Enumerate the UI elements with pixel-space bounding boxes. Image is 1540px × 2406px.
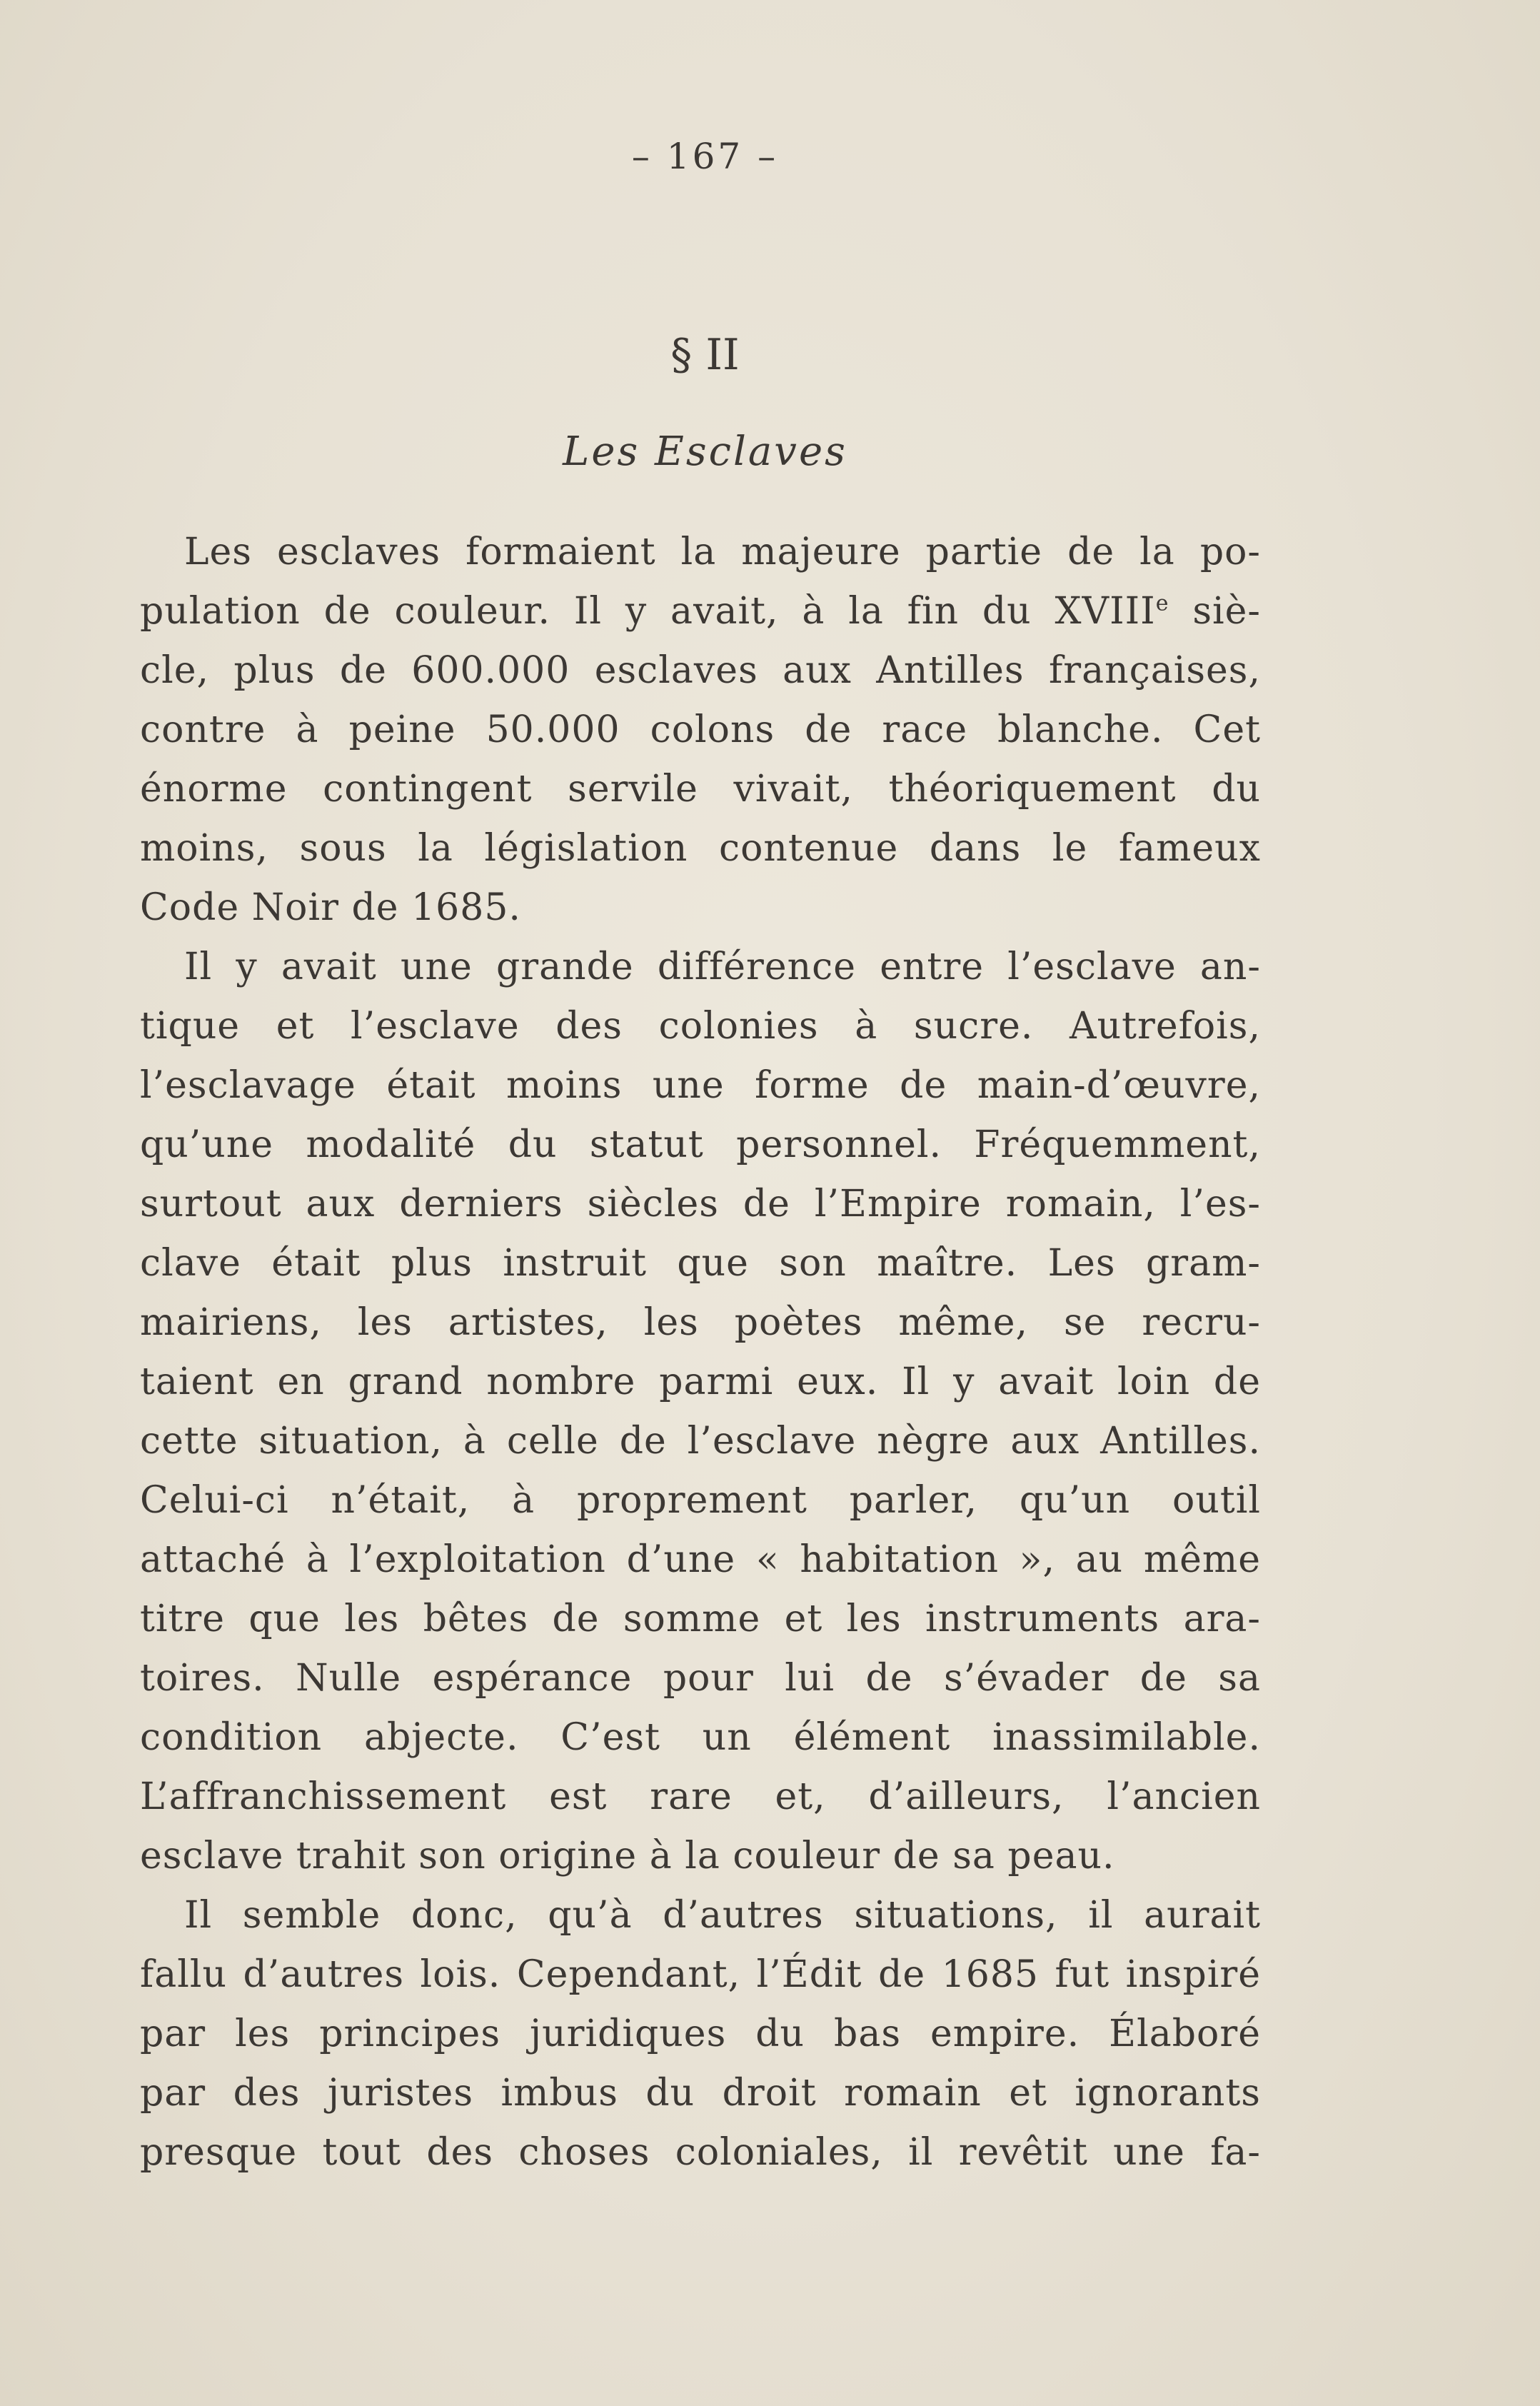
text-line: titre que les bêtes de somme et les instruments ara- [140,1598,1261,1640]
text-line: fallu d’autres lois. Cependant, l’Édit de 1685 fut inspiré [140,1953,1261,1996]
text-line: L’affranchissement est rare et, d’ailleurs, l’ancien [140,1775,1261,1818]
text-line: énorme contingent servile vivait, théoriquement du [140,768,1261,811]
text-line: toires. Nulle espérance pour lui de s’évader de sa [140,1657,1261,1700]
text-line: qu’une modalité du statut personnel. Fréquemment, [140,1123,1261,1166]
text-line: clave était plus instruit que son maître. Les gram- [140,1242,1261,1285]
body-text [140,523,1261,2182]
text-line: cle, plus de 600.000 esclaves aux Antilles françaises, [140,649,1261,692]
section-number: § II [670,330,740,380]
text-line: l’esclavage était moins une forme de main-d’œuvre, [140,1064,1261,1107]
text-line: par les principes juridiques du bas empire. Élaboré [140,2012,1261,2055]
text-line: Il y avait une grande différence entre l’esclave an- [184,946,1261,988]
text-line: cette situation, à celle de l’esclave nègre aux Antilles. [140,1420,1261,1463]
text-line: taient en grand nombre parmi eux. Il y avait loin de [140,1360,1261,1403]
text-line: attaché à l’exploitation d’une « habitation », au même [140,1538,1261,1581]
text-line: surtout aux derniers siècles de l’Empire romain, l’es- [140,1183,1261,1225]
paragraph-2 [140,938,1261,1886]
section-title: Les Esclaves [563,428,847,475]
superscript: e [1155,591,1169,616]
text-line: par des juristes imbus du droit romain et ignorants [140,2072,1261,2115]
text-line: Celui-ci n’était, à proprement parler, qu’un outil [140,1479,1261,1522]
text-line: tique et l’esclave des colonies à sucre. Autrefois, [140,1005,1261,1048]
paragraph-1 [140,523,1261,938]
paragraph-3 [140,1886,1261,2182]
text-line: esclave trahit son origine à la couleur de sa peau. [140,1835,1115,1878]
text-line: mairiens, les artistes, les poètes même, se recru- [140,1301,1261,1344]
text-line: Code Noir de 1685. [140,886,521,929]
text-line: condition abjecte. C’est un élément inassimilable. [140,1716,1261,1759]
text-line: pulation de couleur. Il y avait, à la fin du XVIIIe siè- [140,590,1261,633]
text-line: moins, sous la législation contenue dans le fameux [140,827,1261,870]
page-number: – 167 – [631,136,779,177]
text-line: contre à peine 50.000 colons de race blanche. Cet [140,708,1261,751]
text-line: Il semble donc, qu’à d’autres situations, il aurait [184,1894,1261,1937]
text-line: Les esclaves formaient la majeure partie de la po- [184,531,1261,573]
text-line: presque tout des choses coloniales, il revêtit une fa- [140,2131,1261,2174]
